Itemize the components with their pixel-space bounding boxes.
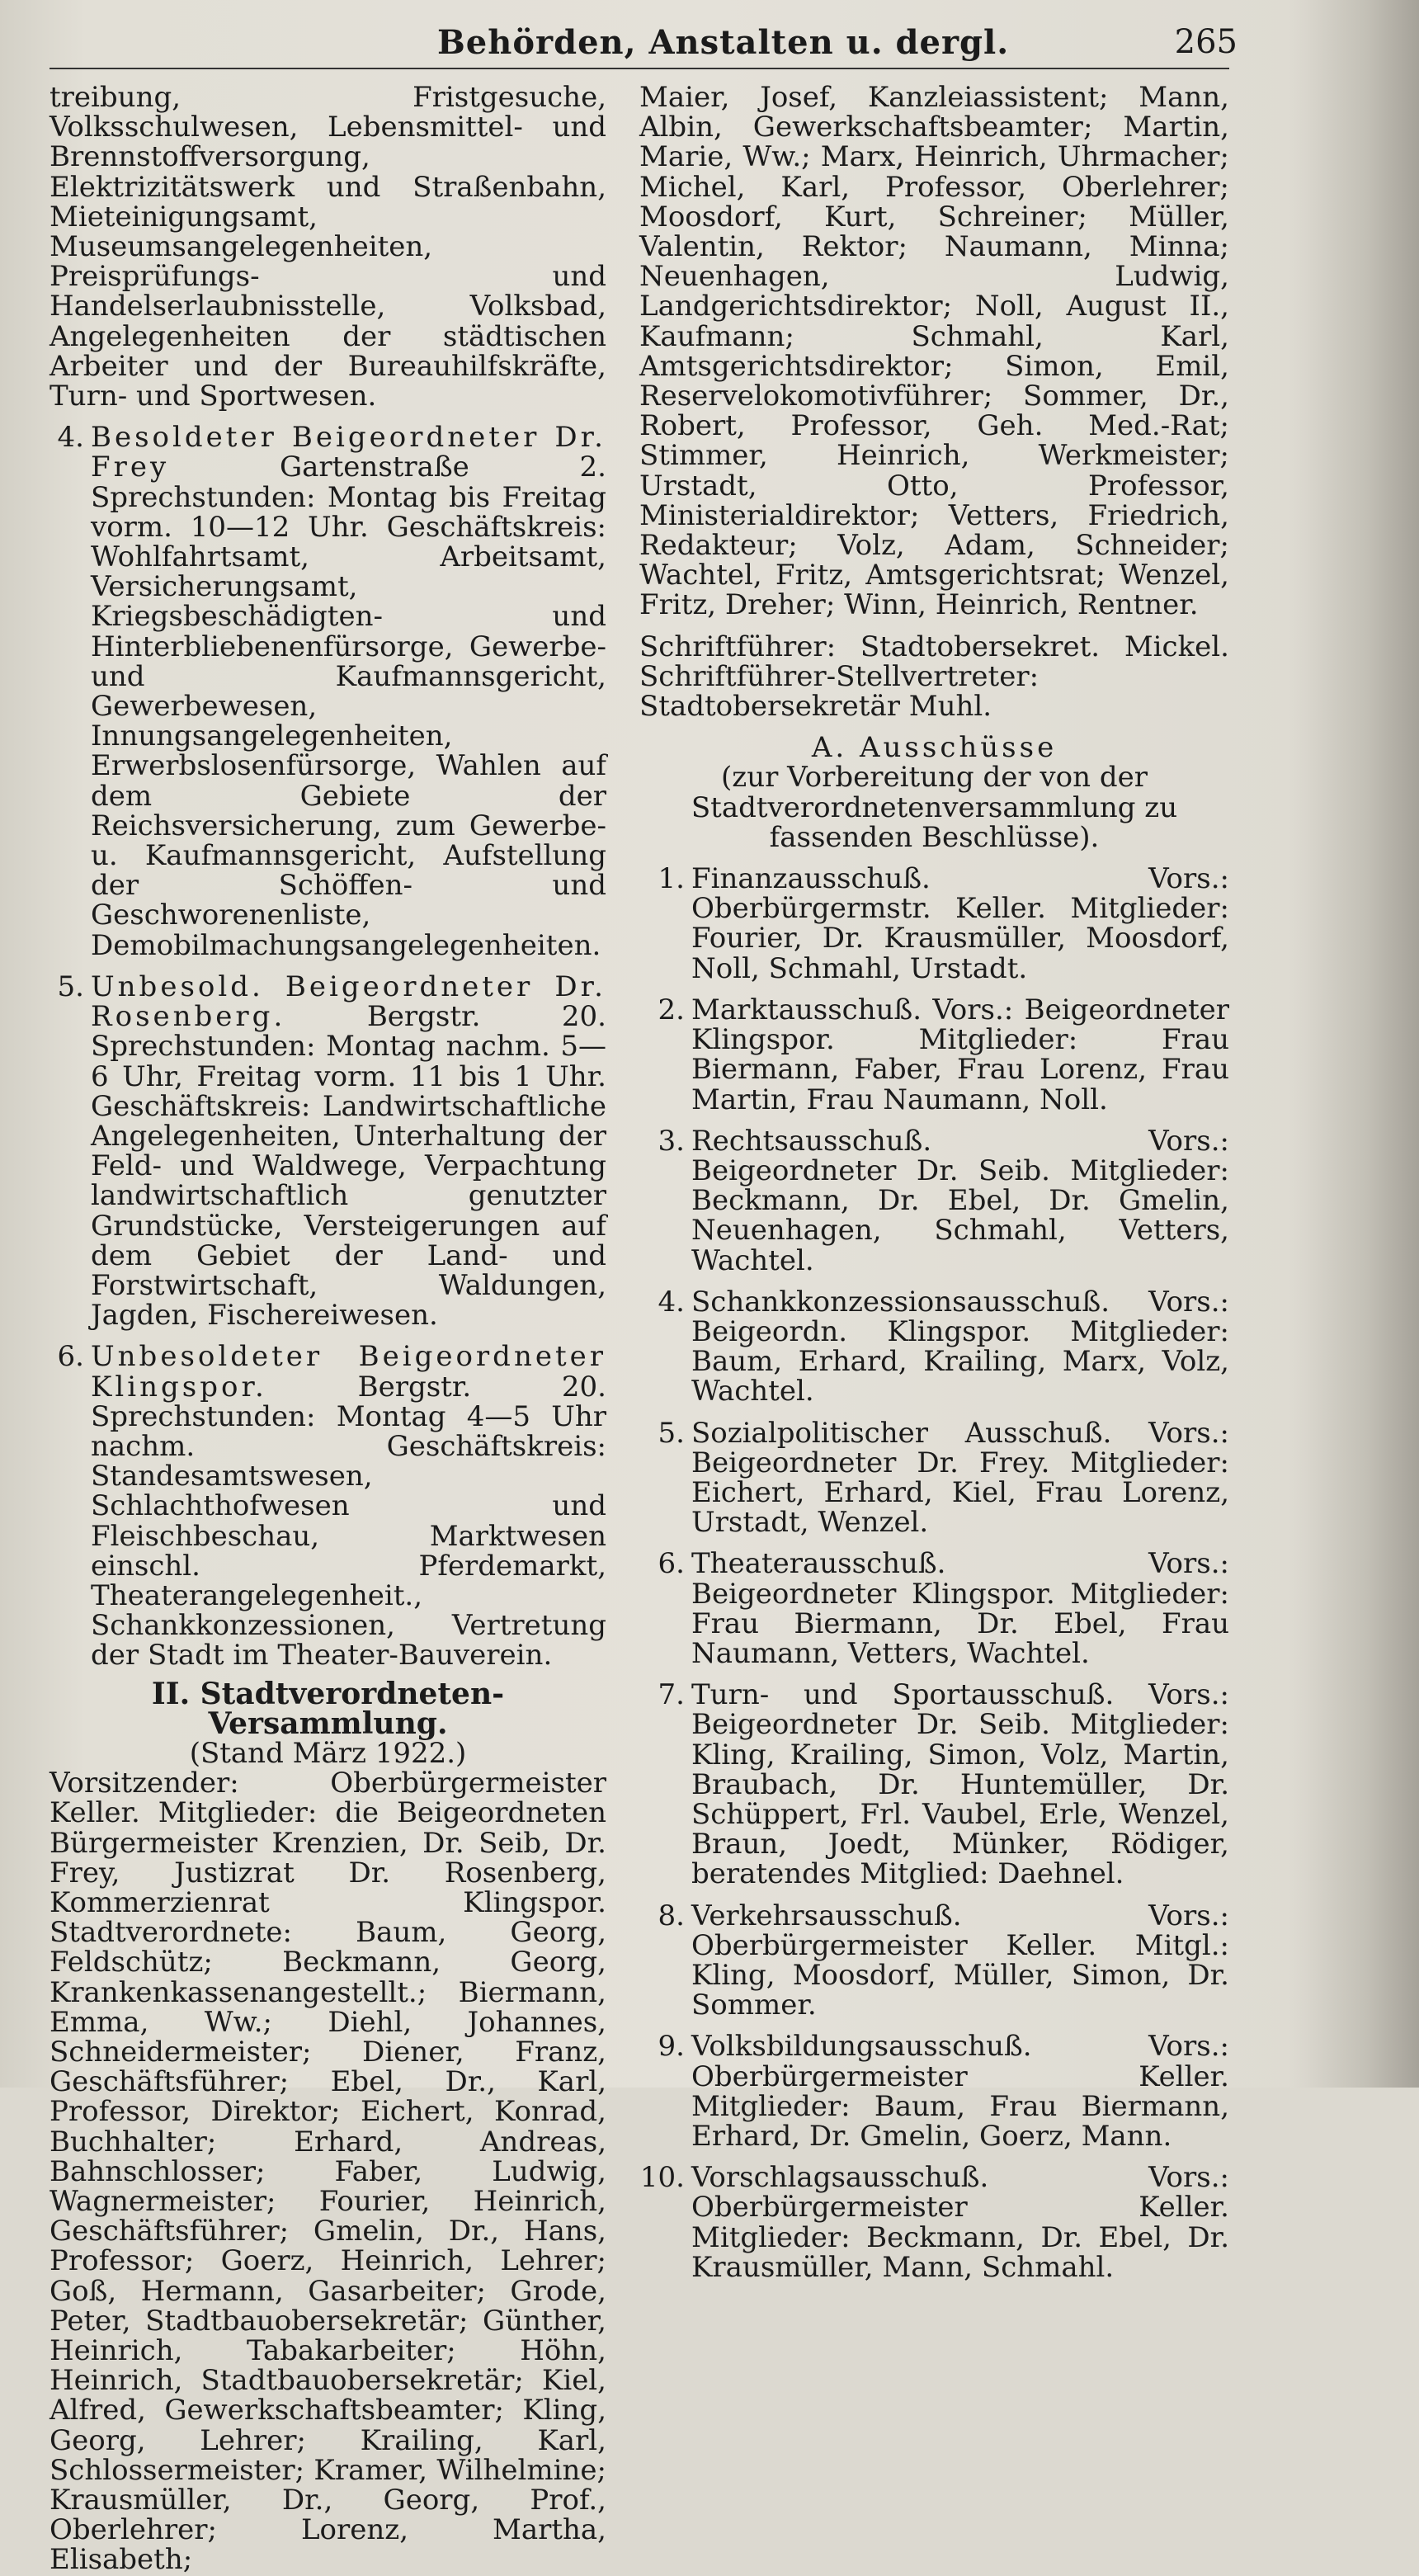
committee-item: [639, 1418, 1229, 1538]
entry-heading: Besoldeter Beigeordneter Dr. Frey: [91, 421, 606, 484]
running-head-title: Behörden, Anstalten u. dergl.: [437, 23, 1010, 62]
entry-body: Bergstr. 20. Sprechstunden: Montag nachm. 5—6 Uhr, Freitag vorm. 11 bis 1 Uhr. Geschäftskreis: Landwirtschaftliche Angelegenheiten, Unterhaltung der Feld- und Waldwege, Verpachtung landwirtschaftlich genutzter Grundstücke, Versteigerungen auf dem Gebiet der Land- und Forstwirtschaft, Waldungen, Jagden, Fischereiwesen.: [91, 1000, 606, 1333]
left-column: [50, 83, 606, 2575]
entry-text: [91, 422, 606, 960]
page-number: 265: [1174, 23, 1238, 61]
entry-number: 5.: [57, 970, 84, 1003]
committee-number: 7.: [658, 1678, 685, 1712]
committee-number: 1.: [658, 862, 685, 896]
committee-text: Sozialpolitischer Ausschuß. Vors.: Beigeordneter Dr. Frey. Mitglieder: Eichert, Erhard, Kiel, Frau Lorenz, Urstadt, Wenzel.: [691, 1416, 1229, 1540]
members-continued: Maier, Josef, Kanzleiassistent; Mann, Albin, Gewerkschaftsbeamter; Martin, Marie, Ww.; Marx, Heinrich, Uhrmacher; Michel, Karl, Professor, Oberlehrer; Moosdorf, Kurt, Schreiner; Müller, Valentin, Rektor; Naumann, Minna; Neuenhagen, Ludwig, Landgerichtsdirektor; Noll, August II., Kaufmann; Schmahl, Karl, Amtsgerichtsdirektor; Simon, Emil, Reservelokomotivführer; Sommer, Dr., Robert, Professor, Geh. Med.-Rat; Stimmer, Heinrich, Werkmeister; Urstadt, Otto, Professor, Ministerialdirektor; Vetters, Friedrich, Redakteur; Volz, Adam, Schneider; Wachtel, Fritz, Amtsgerichtsrat; Wenzel, Fritz, Dreher; Winn, Heinrich, Rentner.: [639, 81, 1229, 622]
entry-heading: Unbesold. Beigeordneter Dr. Rosenberg.: [91, 970, 606, 1034]
committee-text: Turn- und Sportausschuß. Vors.: Beigeordneter Dr. Seib. Mitglieder: Kling, Krailing, Simon, Volz, Martin, Braubach, Dr. Huntemüller, Dr. Schüppert, Frl. Vaubel, Erle, Wenzel, Braun, Joedt, Münker, Rödiger, beratendes Mitglied: Daehnel.: [691, 1678, 1229, 1891]
committee-text: Marktausschuß. Vors.: Beigeordneter Klingspor. Mitglieder: Frau Biermann, Faber, Frau Lorenz, Frau Martin, Frau Naumann, Noll.: [691, 993, 1229, 1116]
right-column: [639, 83, 1229, 2282]
official-entry: [50, 422, 606, 960]
secretary-paragraph: Schriftführer: Stadtobersekret. Mickel. Schriftführer-Stellvertreter: Stadtobersekretär Muhl.: [639, 630, 1229, 724]
committee-text: Rechtsausschuß. Vors.: Beigeordneter Dr. Seib. Mitglieder: Beckmann, Dr. Ebel, Dr. Gmelin, Neuenhagen, Schmahl, Vetters, Wachtel.: [691, 1124, 1229, 1277]
entry-heading: Unbesoldeter Beigeordneter Klingspor.: [91, 1340, 606, 1404]
intro-paragraph: treibung, Fristgesuche, Volksschulwesen, Lebensmittel- und Brennstoffversorgung, Elektrizitätswerk und Straßenbahn, Mieteinigungsamt, Museumsangelegenheiten, Preisprüfungs- und Handelserlaubnisstelle, Volksbad, Angelegenheiten der städtischen Arbeiter und der Bureauhilfskräfte, Turn- und Sportwesen.: [50, 81, 606, 413]
committees-title: A. Ausschüsse: [811, 731, 1058, 765]
entry-number: 4.: [57, 421, 84, 455]
entry-text: [91, 1340, 606, 1673]
committee-item: [639, 995, 1229, 1115]
committee-text: Volksbildungsausschuß. Vors.: Oberbürgermeister Keller. Mitglieder: Baum, Frau Biermann, Erhard, Dr. Gmelin, Goerz, Mann.: [691, 2030, 1229, 2153]
entry-body: Bergstr. 20. Sprechstunden: Montag 4—5 Uhr nachm. Geschäftskreis: Standesamtswesen, Schlachthofwesen und Fleischbeschau, Marktwesen einschl. Pferdemarkt, Theaterangelegenheit., Schankkonzessionen, Vertretung der Stadt im Theater-Bauverein.: [91, 1370, 606, 1673]
committee-item: [639, 1680, 1229, 1889]
committee-number: 10.: [639, 2161, 685, 2195]
committee-item: [639, 1287, 1229, 1407]
official-entry: [50, 970, 606, 1333]
section-title: II. Stadtverordneten-Versammlung.: [151, 1676, 505, 1741]
committee-number: 8.: [658, 1899, 685, 1932]
running-head: [50, 18, 1238, 69]
committee-number: 9.: [658, 2030, 685, 2064]
committee-item: [639, 1549, 1229, 1668]
committee-number: 3.: [658, 1124, 685, 1158]
committee-text: Verkehrsausschuß. Vors.: Oberbürgermeister Keller. Mitgl.: Kling, Moosdorf, Müller, Simon, Dr. Sommer.: [691, 1899, 1229, 2022]
committee-text: Theaterausschuß. Vors.: Beigeordneter Klingspor. Mitglieder: Frau Biermann, Dr. Ebel, Frau Naumann, Vetters, Wachtel.: [691, 1547, 1229, 1670]
entry-body: Gartenstraße 2. Sprechstunden: Montag bis Freitag vorm. 10—12 Uhr. Geschäftskreis: Wohlfahrtsamt, Arbeitsamt, Versicherungsamt, Kriegsbeschädigten- und Hinterbliebenenfürsorge, Gewerbe- und Kaufmannsgericht, Gewerbewesen, Innungsangelegenheiten, Erwerbslosenfürsorge, Wahlen auf dem Gebiete der Reichsversicherung, zum Gewerbe- u. Kaufmannsgericht, Aufstellung der Schöffen- und Geschworenenliste, Demobilmachungsangelegenheiten.: [91, 451, 606, 962]
committee-number: 6.: [658, 1547, 685, 1581]
page-fold-shadow: [1287, 0, 1419, 2088]
committee-text: Vorschlagsausschuß. Vors.: Oberbürgermeister Keller. Mitglieder: Beckmann, Dr. Ebel, Dr. Krausmüller, Mann, Schmahl.: [691, 2161, 1229, 2284]
committee-item: [639, 2163, 1229, 2282]
members-paragraph: Vorsitzender: Oberbürgermeister Keller. Mitglieder: die Beigeordneten Bürgermeister Krenzien, Dr. Seib, Dr. Frey, Justizrat Dr. Rosenberg, Kommerzienrat Klingspor. Stadtverordnete: Baum, Georg, Feldschütz; Beckmann, Georg, Krankenkassenangestellt.; Biermann, Emma, Ww.; Diehl, Johannes, Schneidermeister; Diener, Franz, Geschäftsführer; Ebel, Dr., Karl, Professor, Direktor; Eichert, Konrad, Buchhalter; Erhard, Andreas, Bahnschlosser; Faber, Ludwig, Wagnermeister; Fourier, Heinrich, Geschäftsführer; Gmelin, Dr., Hans, Professor; Goerz, Heinrich, Lehrer; Goß, Hermann, Gasarbeiter; Grode, Peter, Stadtbauobersekretär; Günther, Heinrich, Tabakarbeiter; Höhn, Heinrich, Stadtbauobersekretär; Kiel, Alfred, Gewerkschaftsbeamter; Kling, Georg, Lehrer; Krailing, Karl, Schlossermeister; Kramer, Wilhelmine; Krausmüller, Dr., Georg, Prof., Oberlehrer; Lorenz, Martha, Elisabeth;: [50, 1767, 606, 2576]
entry-number: 6.: [57, 1340, 84, 1374]
committee-number: 2.: [658, 993, 685, 1026]
committee-number: 5.: [658, 1416, 685, 1450]
committee-item: [639, 864, 1229, 984]
committee-text: Schankkonzessionsausschuß. Vors.: Beigeordn. Klingspor. Mitglieder: Baum, Erhard, Krailing, Marx, Volz, Wachtel.: [691, 1285, 1229, 1408]
entry-text: [91, 970, 606, 1333]
official-entry: [50, 1340, 606, 1673]
section-subtitle: (Stand März 1922.): [189, 1736, 467, 1770]
committee-item: [639, 1901, 1229, 2021]
committee-number: 4.: [658, 1285, 685, 1319]
committees-subtitle: (zur Vorbereitung der von der Stadtverordnetenversammlung zu fassenden Beschlüsse).: [691, 761, 1178, 854]
committee-item: [639, 2031, 1229, 2151]
committee-text: Finanzausschuß. Vors.: Oberbürgermstr. Keller. Mitglieder: Fourier, Dr. Krausmüller, Moosdorf, Noll, Schmahl, Urstadt.: [691, 862, 1229, 985]
committee-item: [639, 1126, 1229, 1276]
